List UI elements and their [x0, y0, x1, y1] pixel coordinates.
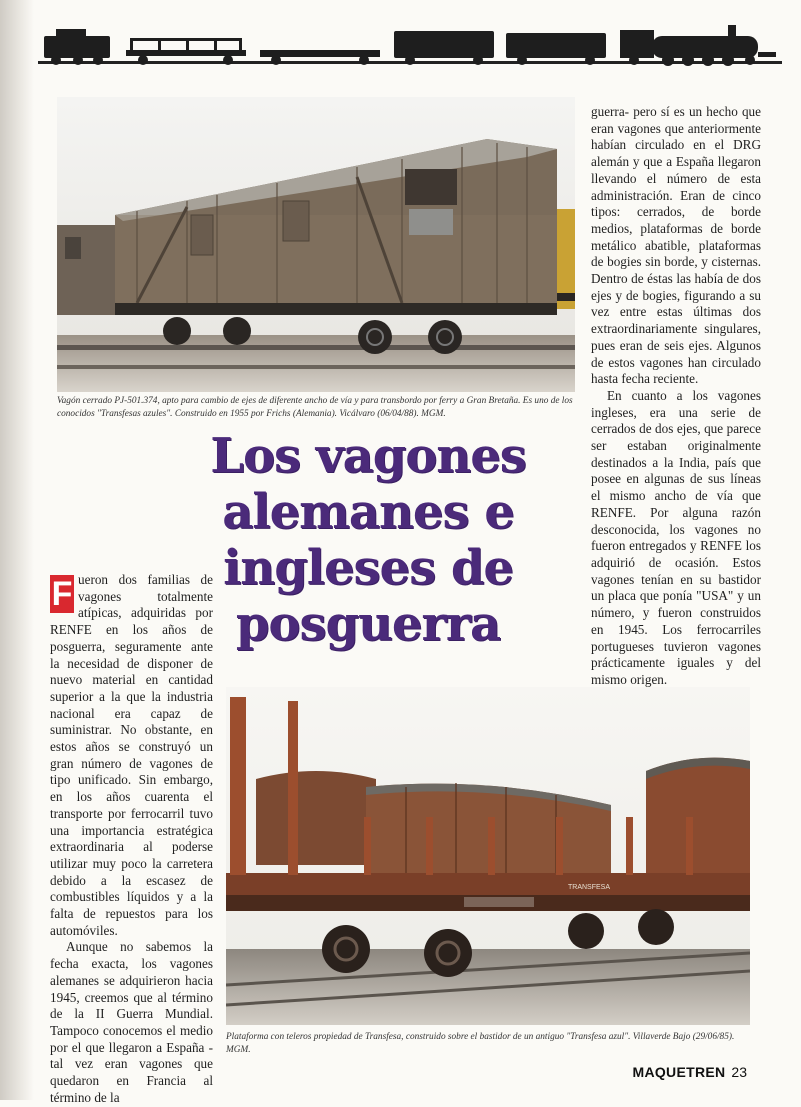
body-paragraph: En cuanto a los vagones ingleses, era una serie de cerrados de dos ejes, que parece ser estaban originalmente destinados a la India, país que posee en algunas de sus líneas el mismo ancho de vía que RENFE. Por alguna razón desconocida, los vagones no fueron entregados y RENFE los adquirió de ocasión. Estos vagones tenían en su bastidor un placa que ponía "USA" y un número, y fueron construidos en 1945. Los ferrocarriles portugueses tuvieron vagones prácticamente iguales y del mismo origen.	[591, 387, 761, 687]
wagon-marking: TRANSFESA	[568, 884, 611, 891]
page-binding-gutter	[0, 0, 34, 1100]
train-silhouette-banner	[38, 22, 782, 72]
headline-line: posguerra	[235, 596, 501, 652]
photo-covered-wagon	[57, 97, 575, 392]
body-paragraph	[50, 572, 213, 939]
article-column-right	[591, 104, 761, 689]
caption-bottom-photo: Plataforma con teleros propiedad de Transfesa, construido sobre el bastidor de un antiguo "Transfesa azul". Villaverde Bajo (29/06/85). MGM.	[226, 1032, 735, 1055]
page-footer	[633, 1064, 748, 1080]
body-text: ueron dos familias de vagones totalmente atípicas, adquiridas por RENFE en los años de posguerra, seguramente ante la necesidad de disponer de nuevo material en cantidad superior a la que la industria nacional era capaz de suministrar. No obstante, en estos años se construyó un gran número de vagones de tipo unificado. Sin embargo, en los años cuarenta el transporte por ferrocarril tuvo una importancia estratégica extraordinaria al poderse utilizar muy poco la carretera debido a la escasez de combustibles líquidos y a la falta de repuestos para los automóviles.	[50, 572, 213, 938]
locomotive-left-icon	[44, 29, 110, 65]
magazine-name: MAQUETREN	[632, 1064, 726, 1080]
article-headline	[178, 428, 558, 652]
page-number: 23	[731, 1064, 747, 1080]
headline-line: alemanes e	[222, 484, 514, 540]
body-paragraph: guerra- pero sí es un hecho que eran vagones que anteriormente habían circulado en el DRG alemán y que a España llegaron llevando el número de esta administración. Eran de cinco tipos: cerrados, de borde medios, plataformas de borde metálico abatible, plataformas de bogies sin borde, y cisternas. Dentro de éstas las había de dos ejes y de bogies, figurando a su vez entre estas últimas dos extraordinariamente singulares, pues eran de seis ejes. Algunos de estos vagones han circulado hasta fecha reciente.	[591, 104, 761, 387]
headline-line: ingleses de	[223, 540, 513, 596]
box-wagon-icon	[394, 31, 494, 65]
photo-flat-wagon	[226, 687, 750, 1025]
steam-locomotive-icon	[620, 25, 776, 66]
flat-wagon-icon	[126, 38, 246, 65]
headline-line: Los vagones	[210, 428, 526, 484]
drop-cap: F	[51, 575, 73, 613]
box-wagon-icon	[506, 33, 606, 65]
article-column-left	[50, 572, 213, 1107]
caption-top-photo: Vagón cerrado PJ-501.374, apto para cambio de ejes de diferente ancho de vía y para transbordo por ferry a Gran Bretaña. Es uno de los conocidos "Transfesas azules". Construido en 1955 por Frichs (Alemania). Vicálvaro (06/04/88). MGM.	[57, 396, 573, 419]
body-paragraph: Aunque no sabemos la fecha exacta, los vagones alemanes se adquirieron hacia 1945, creemos que al término de la II Guerra Mundial. Tampoco conocemos el medio por el que llegaron a España -tal vez eran vagones que quedaron en Francia al término de la	[50, 939, 213, 1105]
